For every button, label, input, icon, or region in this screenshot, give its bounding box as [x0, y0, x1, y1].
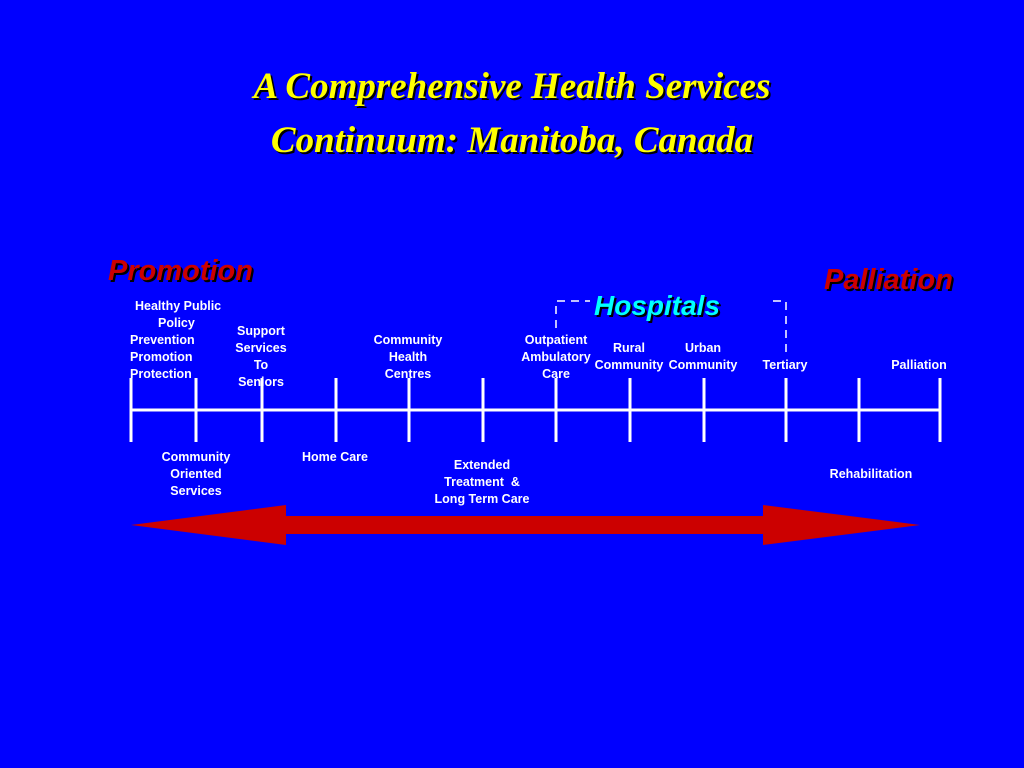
- rehabilitation-label: [830, 466, 913, 483]
- label-line: Promotion: [130, 350, 193, 364]
- healthy-public-policy-label: [130, 298, 221, 383]
- label-line: To: [253, 358, 269, 372]
- label-line: Treatment &: [444, 475, 520, 489]
- label-line: Healthy Public: [135, 299, 222, 313]
- label-line: Prevention: [130, 333, 195, 347]
- label-line: Centres: [384, 367, 432, 381]
- support-services-label: [235, 323, 286, 391]
- label-line: Outpatient: [524, 333, 588, 347]
- promotion-heading: Promotion: [108, 255, 253, 287]
- extended-treatment-label: [435, 457, 530, 508]
- community-oriented-services-label: [162, 449, 231, 500]
- label-line: Health: [388, 350, 428, 364]
- community-health-centres-label: [374, 332, 443, 383]
- label-line: Care: [542, 367, 570, 381]
- label-line: Ambulatory: [521, 350, 591, 364]
- label-line: Services: [170, 484, 222, 498]
- label-line: Protection: [130, 367, 192, 381]
- label-line: Rehabilitation: [829, 467, 913, 481]
- label-line: Palliation: [891, 358, 947, 372]
- label-line: Support: [237, 324, 285, 338]
- label-line: Services: [235, 341, 287, 355]
- label-line: Long Term Care: [434, 492, 530, 506]
- label-line: Extended: [453, 458, 511, 472]
- label-line: Community: [161, 450, 231, 464]
- label-line: Urban: [684, 341, 722, 355]
- label-line: Community: [594, 358, 664, 372]
- label-line: Home Care: [302, 450, 368, 464]
- palliation-label: [891, 357, 947, 374]
- page-title-line-1: A Comprehensive Health Services: [253, 66, 771, 107]
- label-line: Seniors: [238, 375, 284, 389]
- label-line: Policy: [158, 316, 195, 330]
- home-care-label: [302, 449, 368, 466]
- hospitals-heading: Hospitals: [594, 290, 721, 321]
- label-line: Community: [668, 358, 738, 372]
- palliation-heading: Palliation: [824, 264, 953, 296]
- label-line: Oriented: [170, 467, 222, 481]
- tertiary-label: [763, 357, 808, 374]
- urban-community-label: [669, 340, 738, 374]
- continuum-arrow: [131, 505, 920, 545]
- page-title-line-2: Continuum: Manitoba, Canada: [270, 120, 754, 161]
- outpatient-care-label: [521, 332, 590, 383]
- label-line: Rural: [613, 341, 645, 355]
- rural-community-label: [595, 340, 664, 374]
- label-line: Community: [373, 333, 443, 347]
- label-line: Tertiary: [762, 358, 808, 372]
